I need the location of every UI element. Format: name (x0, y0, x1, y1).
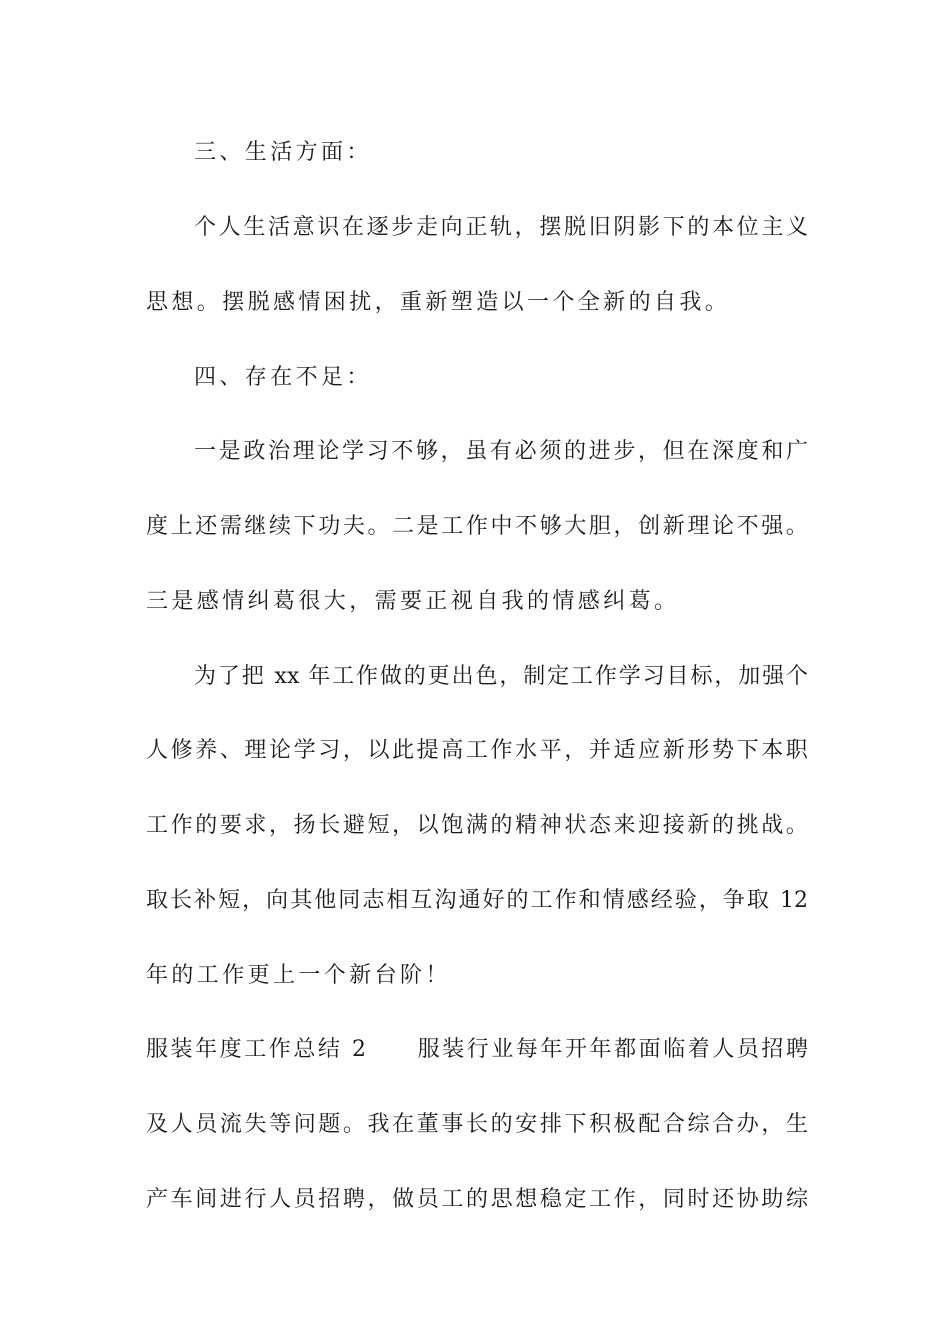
paragraph-line: 为了把 xx 年工作做的更出色，制定工作学习目标，加强个 (194, 664, 808, 689)
paragraph-line: 思想。摆脱感情困扰，重新塑造以一个全新的自我。 (146, 290, 731, 315)
paragraph-line: 人修养、理论学习，以此提高工作水平，并适应新形势下本职 (146, 738, 808, 763)
section-heading-life: 三、生活方面： (194, 140, 372, 165)
section-heading-shortcomings: 四、存在不足： (194, 365, 372, 390)
paragraph-line: 个人生活意识在逐步走向正轨，摆脱旧阴影下的本位主义 (194, 215, 808, 240)
paragraph-line: 三是感情纠葛很大，需要正视自我的情感纠葛。 (146, 589, 680, 614)
paragraph-line: 一是政治理论学习不够，虽有必须的进步，但在深度和广 (194, 439, 808, 464)
paragraph-line: 工作的要求，扬长避短，以饱满的精神状态来迎接新的挑战。 (146, 813, 808, 838)
paragraph-line: 年的工作更上一个新台阶！ (146, 963, 451, 988)
paragraph-line: 度上还需继续下功夫。二是工作中不够大胆，创新理论不强。 (146, 514, 808, 539)
paragraph-line: 取长补短，向其他同志相互沟通好的工作和情感经验，争取 12 (146, 888, 808, 913)
paragraph-line: 及人员流失等问题。我在董事长的安排下积极配合综合办，生 (146, 1112, 808, 1137)
document-title-line: 服装年度工作总结 2 服装行业每年开年都面临着人员招聘 (146, 1037, 808, 1062)
paragraph-line: 产车间进行人员招聘，做员工的思想稳定工作，同时还协助综 (146, 1187, 808, 1212)
